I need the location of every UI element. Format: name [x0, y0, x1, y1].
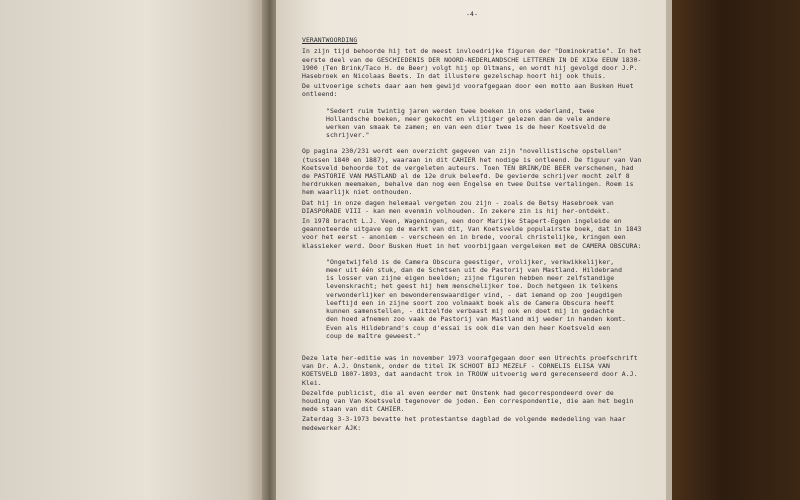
block-quote: "Sedert ruim twintig jaren werden twee boeken in ons vaderland, twee Hollandsche boeken, meer gekocht en vlijtiger gelezen dan de vele andere werken van smaak te zamen; en van een dier twee is de heer Koetsveld de schrijver."	[326, 106, 611, 140]
left-blank-page	[0, 0, 268, 500]
paragraph: In 1978 bracht L.J. Veen, Wageningen, een door Marijke Stapert-Eggen ingeleide en geannoteerde uitgave op de markt van dit, Van Koetsvelde populairste boek, dat in 1843 voor het eerst - anoniem - verscheen en in brede, vooral christelijke, kringen een klassieker werd. Door Busken Huet in het voorbijgaan vergeleken met de CAMERA OBSCURA:	[302, 217, 642, 250]
page-number: -4-	[466, 10, 478, 18]
paragraph: De uitvoerige schets daar aan hem gewijd voorafgegaan door een motto aan Busken Huet ontleend:	[302, 82, 634, 99]
paragraph: Op pagina 230/231 wordt een overzicht gegeven van zijn "novellistische opstellen" (tussen 1840 en 1887), waaraan in dit CAHIER het nodige is ontleend. De figuur van Van Koetsveld behoorde tot de vergeleten auteurs. Toen TEN BRINK/DE BEER verschenen, had de PASTORIE VAN MASTLAND al de 12e druk beleefd. De gevierde schrijver mocht zelf 8 herdrukken meemaken, behalve dan nog een Engelse en twee Duitse vertalingen. Roem is hem waarlijk niet onthouden.	[302, 147, 642, 197]
paragraph: In zijn tijd behoorde hij tot de meest invloedrijke figuren der "Dominokratie". In het eerste deel van de GESCHIEDENIS DER NOORD-NEDERLANDSCHE LETTEREN IN DE XIXe EEUW 1830-1900 (Ten Brink/Taco H. de Beer) volgt hij op Oltmans, en wordt hij gevolgd door J.P. Hasebroek en Nicolaas Beets. In dat illustere gezelschap hoort hij ook thuis.	[302, 47, 642, 81]
paragraph: Dat hij in onze dagen helemaal vergeten zou zijn - zoals de Betsy Hasebroek van DIASPORADE VIII - kan men evenmin volhouden. In zekere zin is hij her-ontdekt.	[302, 198, 614, 215]
block-quote: "Ongetwijfeld is de Camera Obscura geestiger, vrolijker, verkwikkelijker, meer uit één stuk, dan de Schetsen uit de Pastorij van Mastland. Hildebrand is losser van zijne eigen beelden; zijne figuren hebben meer zelfstandige levenskracht; het geest hij hem menschelijker toe. Doch hetgeen ik telkens verwonderlijker en bewonderenswaardiger vind, - dat iemand op zoo jeugdigen leeftijd een in zijne soort zoo volmaakt boek als de Camera Obscura heeft kunnen samenstellen, - ditzelfde verbaast mij ook en doet mij in gedachte den hoed afnemen zoo vaak de Pastorij van Mastland mij weder in handen komt. Even als Hildebrand's coup d'essai is ook die van den heer Koetsveld een coup de maître geweest."	[326, 257, 627, 340]
paragraph: Zaterdag 3-3-1973 bevatte het protestantse dagblad de volgende mededeling van haar medewerker AJK:	[302, 415, 626, 432]
paragraph: Deze late her-editie was in november 1973 voorafgegaan door een Utrechts proefschrift van Dr. A.J. Onstenk, onder de titel IK SCHOOT BIJ MEZELF - CORNELIS ELISA VAN KOETSVELD 1807-1893, dat aandacht trok in TROUW uitvoerig werd gerecenseerd door A.J. Klei.	[302, 353, 638, 387]
section-heading: VERANTWOORDING	[302, 36, 358, 45]
typed-text	[302, 10, 642, 434]
paragraph: Dezelfde publicist, die al even eerder met Onstenk had gecorrespondeerd over de houding van Van Koetsveld tegenover de joden. Een correspondentie, die aan het begin mede staan van dit CAHIER.	[302, 388, 634, 414]
wooden-table	[672, 0, 800, 500]
